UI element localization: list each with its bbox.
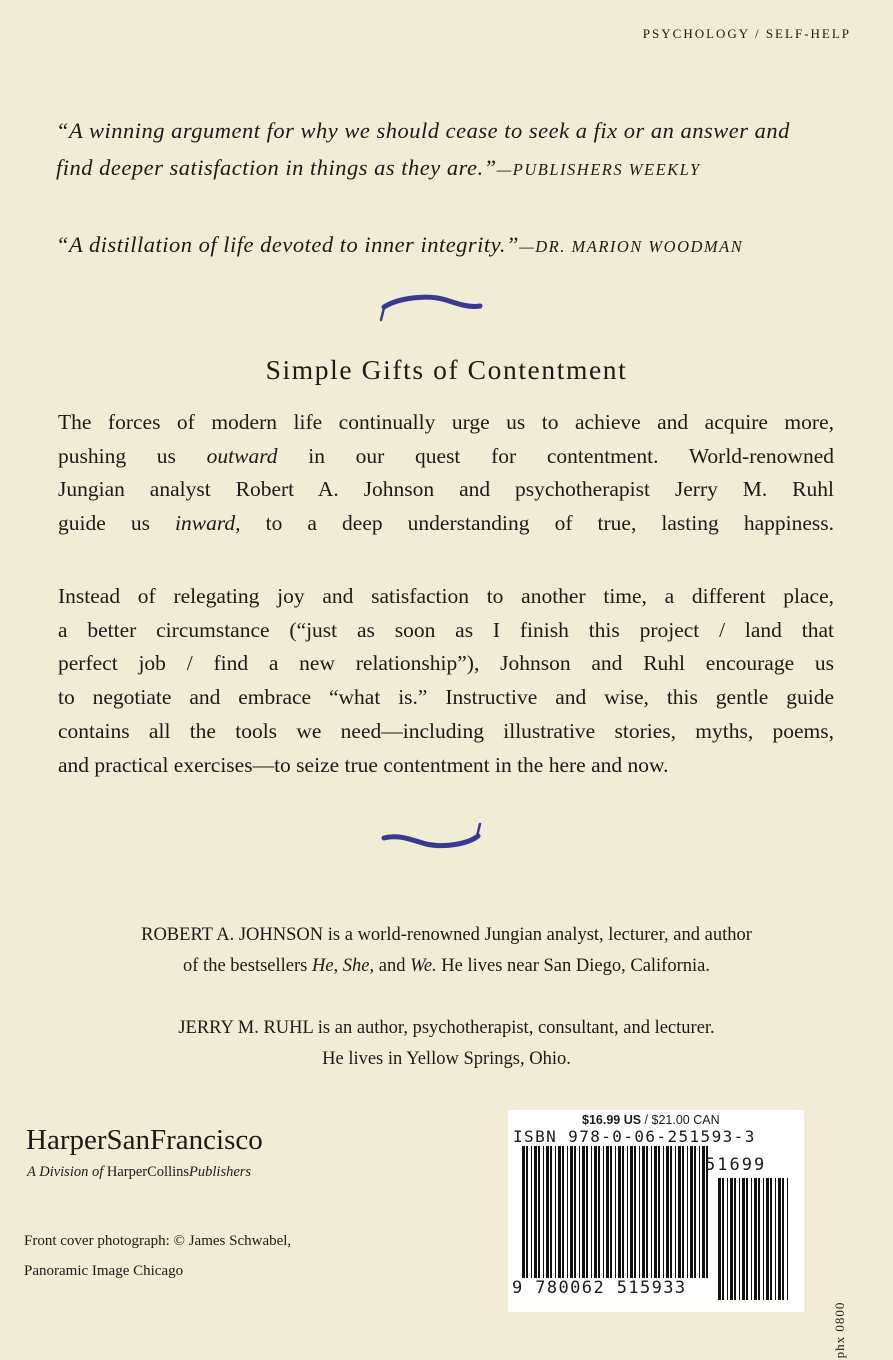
text-run: guide us [58, 511, 176, 536]
credit-line: Panoramic Image Chicago [24, 1263, 184, 1279]
publisher-division [27, 1164, 251, 1181]
book-title-we: We. [410, 955, 437, 976]
text-run: pushing us [58, 443, 207, 468]
text-run: in our quest for contentment. World-renowned [277, 443, 834, 468]
author-bio-ruhl [0, 1013, 893, 1074]
paragraph-line: contains all the tools we need—including illustrative stories, myths, poems, [58, 718, 834, 743]
description-paragraph-1 [58, 406, 834, 541]
ean-digits: 9 780062 515933 [512, 1278, 717, 1298]
bio-line: JERRY M. RUHL is an author, psychotherapist, consultant, and lecturer. [178, 1018, 715, 1038]
publisher-name: HarperSanFrancisco [26, 1124, 263, 1156]
bio-line: ROBERT A. JOHNSON is a world-renowned Jungian analyst, lecturer, and author [141, 925, 752, 945]
paragraph-line: to negotiate and embrace “what is.” Instructive and wise, this gentle guide [58, 685, 834, 710]
paragraph-line: Jungian analyst Robert A. Johnson and psychotherapist Jerry M. Ruhl [58, 477, 834, 502]
flourish-ornament-bottom-icon [0, 820, 893, 860]
emphasis-outward: outward [206, 443, 278, 468]
quote-source: —PUBLISHERS WEEKLY [496, 160, 701, 179]
flourish-ornament-top-icon [0, 290, 893, 330]
paragraph-line: Instead of relegating joy and satisfaction to another time, a different place, [58, 584, 834, 608]
book-title-he-she: He, She, [311, 955, 375, 976]
bio-line [183, 956, 710, 976]
cover-photo-credit [24, 1226, 291, 1286]
paragraph-line [58, 440, 834, 474]
text-run: Publishers [189, 1164, 252, 1180]
paragraph-line: perfect job / find a new relationship”), Johnson and Ruhl encourage us [58, 651, 834, 676]
isbn-number: ISBN 978-0-06-251593-3 [513, 1127, 756, 1146]
bio-line: He lives in Yellow Springs, Ohio. [322, 1048, 571, 1069]
text-run: HarperCollins [106, 1164, 190, 1180]
author-bio-johnson [0, 920, 893, 981]
category-label: PSYCHOLOGY / SELF-HELP [642, 26, 851, 41]
credit-line: Front cover photograph: © James Schwabel, [24, 1233, 292, 1249]
review-quote-publishers-weekly [56, 112, 846, 188]
review-quote-marion-woodman [56, 226, 846, 265]
text-run: and [374, 955, 411, 976]
price-label [582, 1113, 720, 1127]
print-code: phx 0800 [832, 1301, 847, 1359]
text-run: to a deep understanding of true, lasting happiness. [240, 511, 834, 536]
section-heading: Simple Gifts of Contentment [265, 354, 628, 385]
paragraph-line: a better circumstance (“just as soon as I finish this project / land that [58, 617, 834, 642]
barcode-supplement-number: 51699 [705, 1155, 767, 1175]
description-paragraph-2 [58, 580, 834, 782]
price-can: / $21.00 CAN [641, 1113, 720, 1127]
quote-source: —DR. MARION WOODMAN [519, 237, 744, 256]
text-run: of the bestsellers [183, 955, 312, 976]
text-run: A Division of [27, 1164, 107, 1180]
paragraph-line [58, 507, 834, 541]
emphasis-inward: inward, [175, 511, 241, 536]
paragraph-line: The forces of modern life continually urge us to achieve and acquire more, [58, 410, 834, 434]
text-run: He lives near San Diego, California. [436, 955, 710, 976]
quote-text-line1: “A winning argument for why we should cease to seek a fix or an answer and [56, 118, 790, 143]
quote-text: “A distillation of life devoted to inner integrity.” [56, 232, 520, 257]
price-us: $16.99 US [582, 1113, 642, 1127]
paragraph-line: and practical exercises—to seize true contentment in the here and now. [58, 752, 669, 777]
quote-text-line2: find deeper satisfaction in things as they are.” [56, 155, 497, 180]
